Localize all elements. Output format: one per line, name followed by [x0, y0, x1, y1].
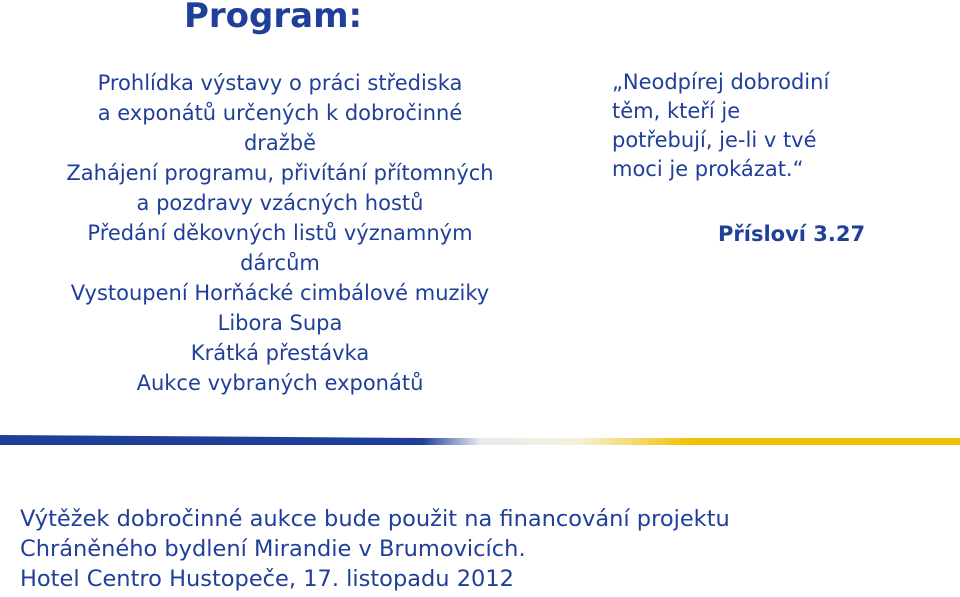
divider-bar: [0, 435, 960, 449]
divider-shape: [0, 435, 960, 445]
footer-line: Chráněného bydlení Mirandie v Brumovicích.: [20, 536, 526, 562]
program-line: dárcům: [240, 251, 320, 275]
program-line: a pozdravy vzácných hostů: [136, 191, 424, 215]
program-line: Krátká přestávka: [190, 341, 370, 365]
program-line: Zahájení programu, přivítání přítomných: [66, 161, 494, 185]
program-line: a exponátů určených k dobročinné: [97, 101, 463, 125]
quote-line: moci je prokázat.“: [612, 157, 804, 181]
quote-block: [612, 68, 912, 184]
program-line: Prohlídka výstavy o práci střediska: [97, 71, 463, 95]
quote-source: Přísloví 3.27: [718, 222, 866, 246]
program-line: Aukce vybraných exponátů: [136, 371, 424, 395]
footer-line: Hotel Centro Hustopeče, 17. listopadu 2012: [20, 566, 514, 592]
program-line: Vystoupení Horňácké cimbálové muziky: [70, 281, 490, 305]
program-list: [10, 68, 550, 398]
footer-line: Výtěžek dobročinné aukce bude použit na financování projektu: [20, 506, 730, 532]
quote-line: potřebují, je-li v tvé: [612, 128, 817, 152]
program-line: Předání děkovných listů významným: [87, 221, 473, 245]
program-line: dražbě: [243, 131, 317, 155]
quote-line: těm, kteří je: [612, 99, 741, 123]
page-title: Program:: [184, 0, 363, 36]
program-line: Libora Supa: [217, 311, 343, 335]
quote-line: „Neodpírej dobrodiní: [612, 70, 830, 94]
footer-note: [20, 504, 950, 594]
